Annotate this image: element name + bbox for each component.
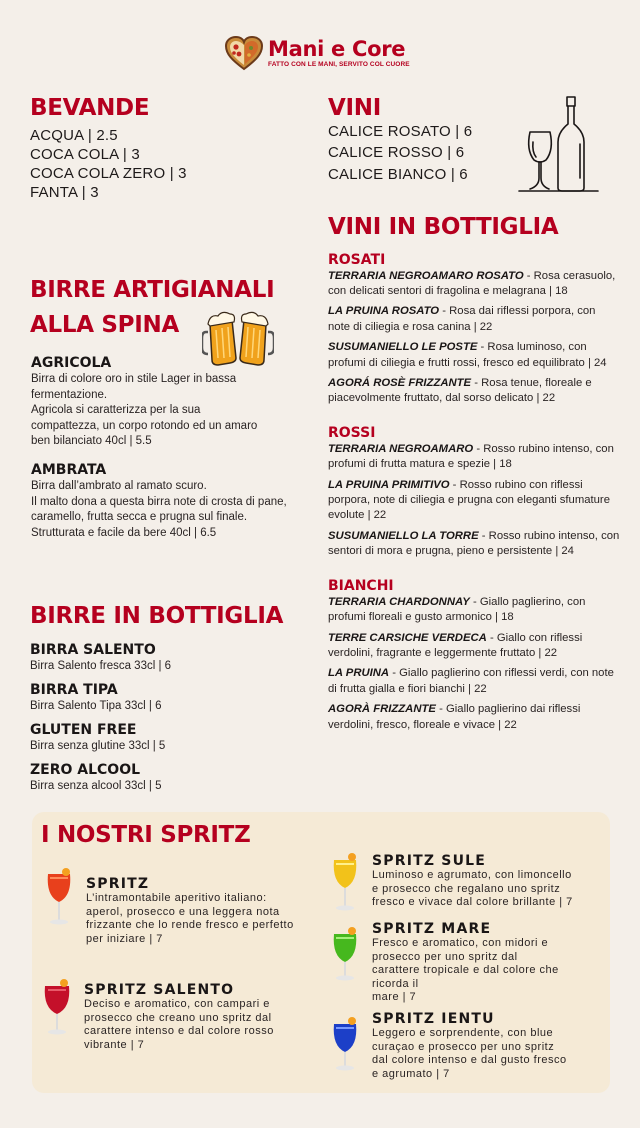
spritz-desc-line: Leggero e sorprendente, con blue (372, 1027, 554, 1039)
spritz-desc-line: e agrumato | 7 (372, 1067, 450, 1080)
wine-group-title: ROSSI (328, 424, 376, 441)
spritz-desc-line: Luminoso e agrumato, con limoncello (372, 869, 572, 881)
brand-name: Mani e Core (268, 37, 406, 61)
wine-name: LA PRUINA PRIMITIVO (328, 478, 450, 491)
spritz-desc-line: mare | 7 (372, 991, 417, 1004)
wine-desc: - Giallo paglierino, con profumi floreali e gusto armonico | 18 (328, 595, 586, 624)
wine-item (328, 269, 620, 300)
wine-item (328, 376, 620, 407)
beer-name: GLUTEN FREE (30, 721, 137, 738)
beer-desc: Birra senza glutine 33cl | 5 (30, 739, 166, 752)
header-logo (224, 35, 410, 71)
wine-name: LA PRUINA ROSATO (328, 305, 440, 318)
list-item: CALICE ROSSO | 6 (328, 144, 465, 162)
spritz-name: SPRITZ IENTU (372, 1011, 495, 1027)
spritz-desc-line: carattere tropicale e dal colore che (372, 964, 559, 977)
beer-ambrata (31, 462, 331, 541)
spritz-item (330, 1010, 567, 1081)
spritz-desc-line: e prosecco che regalano uno spritz (372, 882, 561, 895)
beer-name: BIRRA SALENTO (30, 641, 156, 658)
spritz-desc-line: carattere intenso e dal colore rosso (84, 1025, 274, 1038)
wine-item (328, 702, 620, 733)
wine-name: TERRE CARSICHE VERDECA (328, 631, 487, 644)
beer-desc-line: ben bilanciato 40cl | 5.5 (31, 435, 152, 447)
list-item: COCA COLA | 3 (30, 145, 140, 163)
beer-desc: Birra Salento fresca 33cl | 6 (30, 659, 172, 672)
beer-desc-line: Strutturata e facile da bere 40cl | 6.5 (31, 526, 217, 539)
wine-item (328, 631, 620, 662)
spritz-desc-line: per iniziare | 7 (86, 932, 163, 945)
spritz-panel (32, 812, 610, 1093)
spritz-name: SPRITZ SULE (372, 853, 487, 869)
section-title-line1: BIRRE ARTIGIANALI (30, 277, 275, 303)
brand-tagline: FATTO CON LE MANI, SERVITO COL CUORE (268, 61, 410, 68)
beer-desc: Birra senza alcool 33cl | 5 (30, 779, 162, 792)
list-item: CALICE BIANCO | 6 (328, 165, 468, 183)
beer-desc-line: fermentazione. (31, 388, 108, 401)
beer-desc-line: caramello, frutta secca e prugna sul finale. (31, 511, 248, 523)
wine-desc: - Rosso rubino intenso, con profumi di frutta matura e spezie | 18 (328, 442, 614, 471)
section-title: I NOSTRI SPRITZ (41, 822, 251, 848)
section-birre-spina (30, 273, 320, 343)
blue-spritz-glass-icon (330, 1010, 360, 1072)
spritz-desc-line: aperol, prosecco e una leggera nota (86, 905, 280, 918)
spritz-item (330, 920, 559, 1005)
wine-desc: - Rosa cerasuolo, con delicati sentori di fragolina e melagrana | 18 (328, 269, 616, 297)
spritz-name: SPRITZ (86, 876, 150, 892)
beer-name: AMBRATA (31, 462, 107, 478)
wine-name: SUSUMANIELLO LE POSTE (328, 341, 478, 354)
wine-desc: - Giallo paglierino con riflessi verdi, con note di frutta gialla e fiori bianchi | 22 (328, 667, 614, 695)
wine-name: AGORÁ ROSÈ FRIZZANTE (328, 377, 472, 390)
wine-group-title: ROSATI (328, 251, 386, 268)
wine-item (328, 304, 620, 335)
beer-desc-line: Agricola si caratterizza per la sua (31, 404, 201, 416)
wine-desc: - Rosa tenue, floreale e piacevolmente fruttato, dal sorso delicato | 22 (328, 377, 592, 405)
wine-name: LA PRUINA (328, 667, 390, 680)
vini-list (328, 121, 472, 186)
wine-item (328, 595, 620, 626)
spritz-name: SPRITZ MARE (372, 921, 492, 937)
wine-item (328, 666, 620, 697)
beer-agricola (31, 355, 326, 450)
wine-desc: - Giallo paglierino dai riflessi verdolini, fresco, floreale e vivace | 22 (328, 703, 581, 731)
section-title: VINI IN BOTTIGLIA (328, 214, 559, 240)
wine-item (328, 529, 620, 560)
beer-name: BIRRA TIPA (30, 681, 118, 698)
yellow-spritz-glass-icon (330, 852, 360, 914)
spritz-name: SPRITZ SALENTO (84, 982, 235, 998)
spritz-item (44, 866, 294, 946)
spritz-desc-line: fresco e vivace dal colore brillante | 7 (372, 896, 573, 909)
beer-desc-line: Il malto dona a questa birra note di crosta di pane, (31, 495, 287, 508)
wine-desc: - Rosso rubino con riflessi porpora, note di ciliegia e prugna con eleganti sfumature evolute | 22 (328, 478, 610, 522)
beer-desc-line: Birra di colore oro in stile Lager in bassa (31, 373, 237, 385)
section-vini-bottiglia (328, 214, 620, 738)
section-title: VINI (328, 95, 381, 121)
spritz-desc-line: ricorda il (372, 977, 419, 990)
section-title-line2: ALLA SPINA (30, 312, 179, 338)
beer-name: AGRICOLA (31, 355, 112, 371)
wine-item (328, 340, 620, 371)
wine-desc: - Rosa luminoso, con profumi di ciliegia e frutti rossi, fresco ed equilibrato | 24 (328, 341, 607, 369)
spritz-item (330, 852, 573, 914)
list-item: CALICE ROSATO | 6 (328, 122, 473, 140)
beer-desc-line: Birra dall’ambrato al ramato scuro. (31, 480, 207, 492)
section-title: BEVANDE (30, 95, 150, 121)
spritz-desc-line: frizzante che lo rende fresco e perfetto (86, 919, 294, 932)
spritz-desc-line: Fresco e aromatico, con midori e (372, 937, 549, 949)
green-spritz-glass-icon (330, 920, 360, 982)
wine-name: TERRARIA CHARDONNAY (328, 595, 470, 608)
beer-desc-line: compattezza, un corpo rotondo ed un amaro (31, 419, 258, 432)
wine-name: TERRARIA NEGROAMARO ROSATO (328, 269, 524, 282)
section-title: BIRRE IN BOTTIGLIA (30, 603, 284, 629)
spritz-desc-line: L’intramontabile aperitivo italiano: (86, 892, 267, 904)
section-bevande (30, 95, 187, 202)
spritz-desc-line: prosecco per uno spritz dal (372, 950, 518, 963)
section-birre-bottiglia (30, 603, 320, 802)
wine-desc: - Rosa dai riflessi porpora, con note di ciliegia e rosa canina | 22 (328, 305, 596, 333)
wine-group-title: BIANCHI (328, 577, 394, 594)
beer-name: ZERO ALCOOL (30, 761, 141, 778)
heart-pizza-icon (224, 35, 264, 71)
spritz-desc-line: curaçao e prosecco per uno spritz (372, 1040, 555, 1053)
wine-glass-bottle-icon (516, 94, 602, 194)
wine-item (328, 478, 620, 524)
wine-name: TERRARIA NEGROAMARO (328, 442, 474, 455)
red-spritz-glass-icon (42, 976, 72, 1038)
orange-spritz-glass-icon (44, 866, 74, 928)
spritz-item (42, 976, 274, 1052)
spritz-desc-line: Deciso e aromatico, con campari e (84, 998, 270, 1010)
wine-item (328, 442, 620, 473)
spritz-desc-line: vibrante | 7 (84, 1038, 145, 1051)
bevande-list (30, 126, 187, 202)
wine-desc: - Giallo con riflessi verdolini, fragrante e leggermente fruttato | 22 (328, 631, 583, 659)
spritz-desc-line: prosecco che creano uno spritz dal (84, 1011, 272, 1024)
list-item: COCA COLA ZERO | 3 (30, 164, 187, 182)
spritz-desc-line: dal colore intenso e dal gusto fresco (372, 1054, 567, 1067)
wine-desc: - Rosso rubino intenso, con sentori di mora e prugna, pieno e persistente | 24 (328, 529, 620, 558)
wine-name: AGORÀ FRIZZANTE (328, 703, 436, 716)
list-item: ACQUA | 2.5 (30, 126, 118, 144)
beer-desc: Birra Salento Tipa 33cl | 6 (30, 699, 162, 712)
wine-name: SUSUMANIELLO LA TORRE (328, 529, 479, 542)
section-vini (328, 95, 472, 185)
list-item: FANTA | 3 (30, 183, 99, 201)
